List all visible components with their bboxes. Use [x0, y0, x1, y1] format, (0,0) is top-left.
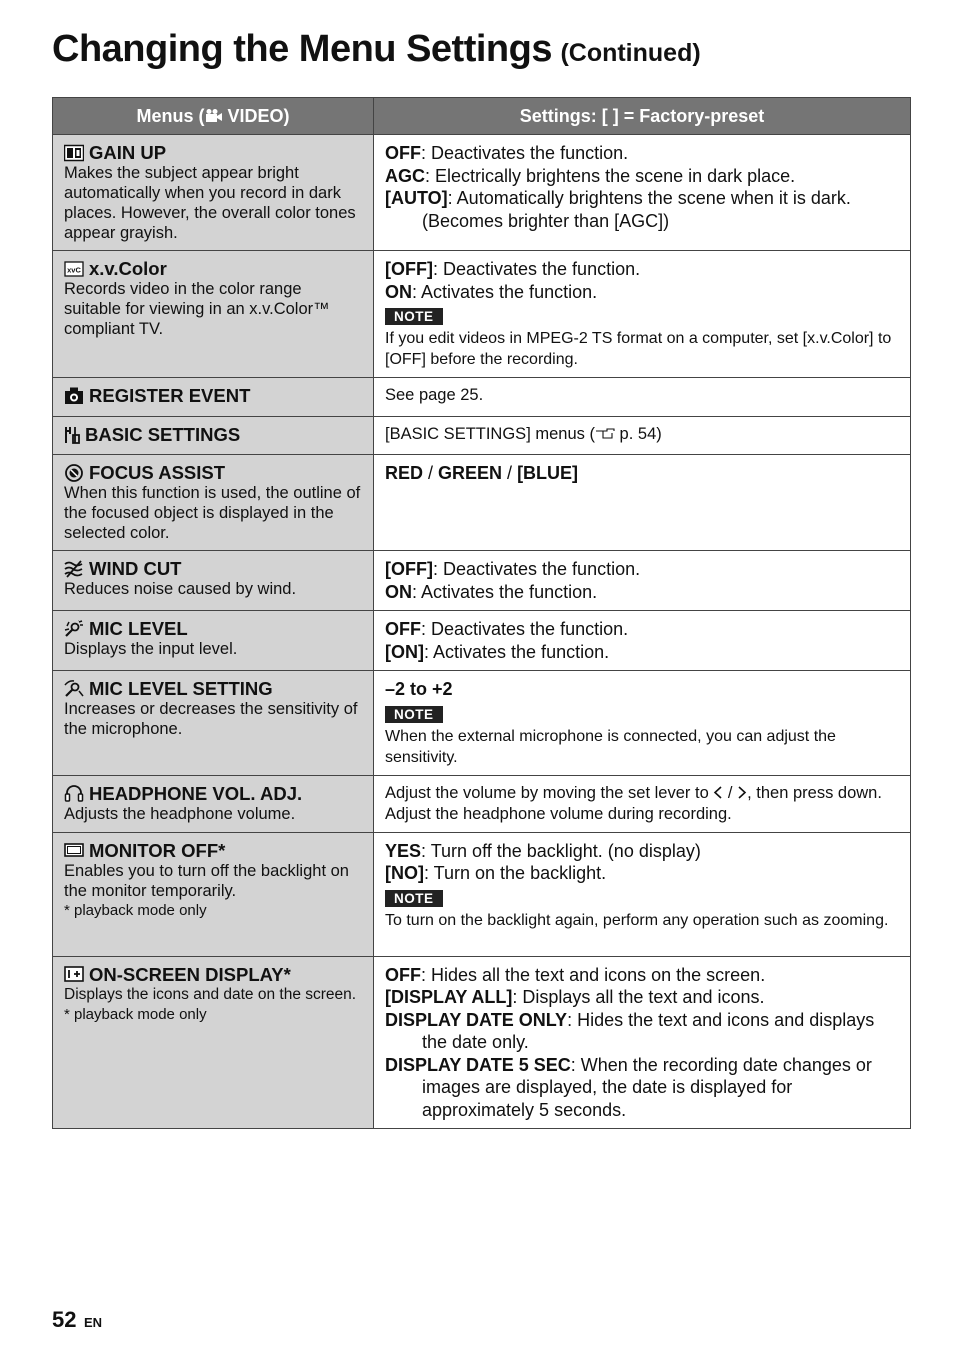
- settings-cell: Adjust the volume by moving the set lever to / , then press down. Adjust the headphone volume during recording.: [374, 775, 911, 832]
- xvcolor-icon: [64, 260, 84, 278]
- table-row: [53, 671, 911, 776]
- menu-description: Makes the subject appear bright automatically when you record in dark places. However, the overall color tones appear grayish.: [64, 164, 356, 242]
- menu-name: FOCUS ASSIST: [89, 462, 226, 483]
- menu-description: Displays the input level.: [64, 640, 238, 658]
- basic-settings-icon: [64, 426, 80, 444]
- menu-name: MIC LEVEL SETTING: [89, 678, 273, 699]
- table-header-row: [53, 98, 911, 135]
- table-row: [53, 251, 911, 378]
- note-badge: NOTE: [385, 308, 443, 325]
- video-camera-icon: [205, 108, 223, 123]
- page-number: 52: [52, 1307, 77, 1332]
- menu-cell: [53, 455, 374, 551]
- language-code: EN: [83, 1315, 102, 1330]
- note-badge: NOTE: [385, 706, 443, 723]
- table-row: [53, 417, 911, 455]
- settings-column-header: Settings: [ ] = Factory-preset: [374, 98, 911, 135]
- menu-name: MIC LEVEL: [89, 618, 188, 639]
- page-title: [52, 28, 701, 71]
- table-row: [53, 611, 911, 671]
- menu-description: Displays the icons and date on the screen.: [64, 985, 357, 1003]
- page-title-main: Changing the Menu Settings: [52, 28, 552, 70]
- menu-name: GAIN UP: [89, 142, 167, 163]
- menu-cell: [53, 832, 374, 956]
- menu-description: Adjusts the headphone volume.: [64, 804, 296, 823]
- pointing-hand-icon: [595, 427, 615, 439]
- menu-name: x.v.Color: [89, 258, 167, 279]
- note-badge: NOTE: [385, 890, 443, 907]
- chevron-left-icon: [713, 786, 723, 799]
- menu-description: Records video in the color range suitable for viewing in an x.v.Color™ compliant TV.: [64, 280, 330, 338]
- headphone-icon: [64, 784, 84, 802]
- menu-description: Reduces noise caused by wind.: [64, 580, 297, 598]
- menu-name: REGISTER EVENT: [89, 385, 251, 406]
- menu-description: Increases or decreases the sensitivity of the microphone.: [64, 700, 358, 738]
- menu-cell: [53, 956, 374, 1129]
- settings-cell: OFF: Deactivates the function. AGC: Electrically brightens the scene in dark place. [AUTO]: Automatically brightens the scene when it is dark. (Becomes brighter than [AGC]): [374, 135, 911, 251]
- mic-level-setting-icon: [64, 680, 84, 698]
- menu-cell: [53, 135, 374, 251]
- note-text: When the external microphone is connected, you can adjust the sensitivity.: [385, 727, 836, 766]
- monitor-off-icon: [64, 841, 84, 859]
- table-row: [53, 551, 911, 611]
- table-row: [53, 775, 911, 832]
- focus-assist-icon: [64, 464, 84, 482]
- menu-cell: [53, 378, 374, 417]
- note-text: If you edit videos in MPEG-2 TS format on a computer, set [x.v.Color] to [OFF] before the recording.: [385, 330, 892, 368]
- note-text: To turn on the backlight again, perform any operation such as zooming.: [385, 911, 889, 929]
- table-row: [53, 956, 911, 1129]
- settings-cell: See page 25.: [374, 378, 911, 417]
- menus-column-header: Menus ( VIDEO): [53, 98, 374, 135]
- menu-settings-table: [52, 97, 911, 1129]
- settings-cell: –2 to +2 NOTE When the external microphone is connected, you can adjust the sensitivity.: [374, 671, 911, 776]
- register-event-icon: [64, 387, 84, 405]
- onscreen-display-icon: [64, 965, 84, 983]
- settings-cell: RED / GREEN / [BLUE]: [374, 455, 911, 551]
- menu-footnote: * playback mode only: [64, 1005, 207, 1023]
- wind-cut-icon: [64, 560, 84, 578]
- menu-footnote: * playback mode only: [64, 901, 207, 919]
- page-footer: [52, 1307, 102, 1333]
- menu-name: BASIC SETTINGS: [85, 424, 241, 445]
- menu-cell: [53, 551, 374, 611]
- settings-cell: OFF: Deactivates the function. [ON]: Activates the function.: [374, 611, 911, 671]
- chevron-right-icon: [737, 786, 747, 799]
- settings-cell: [BASIC SETTINGS] menus ( p. 54): [374, 417, 911, 455]
- menu-cell: [53, 417, 374, 455]
- settings-cell: [OFF]: Deactivates the function. ON: Activates the function. NOTE If you edit videos in MPEG-2 TS format on a computer, set [x.v.Color] to [OFF] before the recording.: [374, 251, 911, 378]
- menu-cell: [53, 775, 374, 832]
- table-row: [53, 832, 911, 956]
- menu-name: ON-SCREEN DISPLAY*: [89, 963, 291, 985]
- table-row: [53, 378, 911, 417]
- gain-up-icon: [64, 144, 84, 162]
- page-title-continued: (Continued): [560, 39, 701, 67]
- table-row: [53, 455, 911, 551]
- settings-cell: OFF: Hides all the text and icons on the screen. [DISPLAY ALL]: Displays all the text and icons. DISPLAY DATE ONLY: Hides the text and icons and displays the date only. DISPLAY DATE 5 SEC: When the recording date changes or images are displayed, the date is displayed for approximately 5 seconds.: [374, 956, 911, 1129]
- menu-name: WIND CUT: [89, 558, 182, 579]
- settings-cell: YES: Turn off the backlight. (no display) [NO]: Turn on the backlight. NOTE To turn on the backlight again, perform any operation such as zooming.: [374, 832, 911, 956]
- menu-name: MONITOR OFF*: [89, 839, 226, 861]
- menu-description: When this function is used, the outline of the focused object is displayed in the selected color.: [64, 484, 361, 542]
- mic-level-icon: [64, 620, 84, 638]
- menu-cell: [53, 251, 374, 378]
- table-row: [53, 135, 911, 251]
- settings-cell: [OFF]: Deactivates the function. ON: Activates the function.: [374, 551, 911, 611]
- svg-text:xvC: xvC: [67, 265, 81, 274]
- menu-cell: [53, 611, 374, 671]
- menu-name: HEADPHONE VOL. ADJ.: [89, 782, 303, 804]
- menu-cell: [53, 671, 374, 776]
- menu-description: Enables you to turn off the backlight on the monitor temporarily.: [64, 861, 349, 900]
